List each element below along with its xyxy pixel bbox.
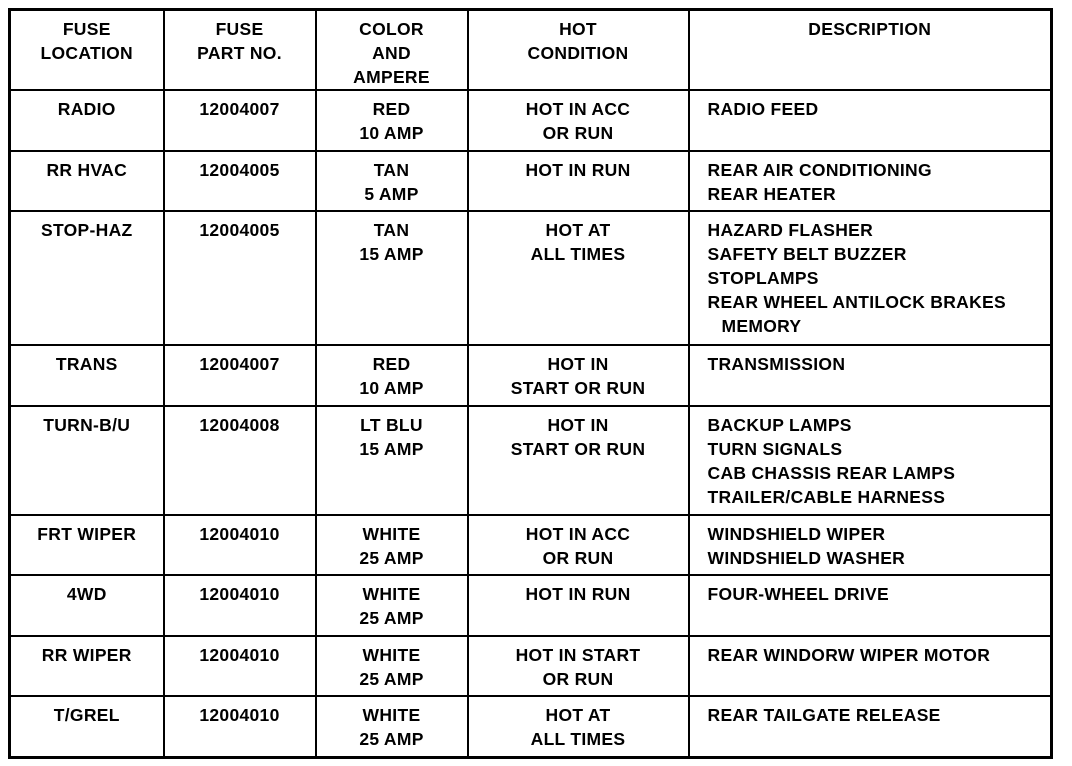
cell-hot-condition: [468, 636, 689, 696]
cell-color-ampere: [316, 406, 468, 515]
cell-color-ampere: [316, 151, 468, 211]
cell-text: HOT IN START: [515, 645, 641, 665]
cell-description: [689, 90, 1052, 151]
cell-description: [689, 345, 1052, 406]
cell-text: HAZARD FLASHER: [707, 220, 874, 240]
cell-color-ampere: [316, 575, 468, 636]
cell-text: TAN: [373, 160, 410, 180]
cell-text: RADIO FEED: [707, 99, 819, 119]
cell-text: STOP-HAZ: [40, 220, 133, 240]
cell-hot-condition: [468, 345, 689, 406]
cell-text: MEMORY: [721, 316, 802, 336]
cell-part-no: [164, 345, 316, 406]
cell-text: CAB CHASSIS REAR LAMPS: [707, 463, 956, 483]
cell-text: WHITE: [362, 705, 421, 725]
cell-text: HOT IN RUN: [525, 584, 631, 604]
cell-color-ampere: [316, 90, 468, 151]
cell-text: REAR HEATER: [707, 184, 836, 204]
cell-text: 25 AMP: [359, 729, 424, 749]
cell-text: HOT AT: [545, 220, 611, 240]
table-row: [10, 696, 1052, 757]
cell-text: START OR RUN: [510, 378, 646, 398]
cell-text: TAN: [373, 220, 410, 240]
cell-text: 10 AMP: [359, 123, 424, 143]
cell-text: TURN-B/U: [43, 415, 131, 435]
cell-text: 4WD: [66, 584, 107, 604]
cell-color-ampere: [316, 515, 468, 575]
cell-text: 12004010: [199, 705, 280, 725]
table-row: [10, 406, 1052, 515]
cell-text: 12004010: [199, 524, 280, 544]
cell-text: RED: [372, 99, 411, 119]
cell-text: WINDSHIELD WASHER: [707, 548, 906, 568]
cell-text: HOT IN ACC: [525, 99, 631, 119]
cell-text: REAR TAILGATE RELEASE: [707, 705, 941, 725]
cell-part-no: [164, 151, 316, 211]
cell-hot-condition: [468, 515, 689, 575]
cell-fuse-location: [10, 406, 164, 515]
cell-part-no: [164, 636, 316, 696]
header-text: COLOR: [359, 19, 424, 39]
header-row: [10, 10, 1052, 91]
cell-text: FRT WIPER: [37, 524, 137, 544]
header-color-ampere: [316, 10, 468, 91]
cell-text: HOT IN ACC: [525, 524, 631, 544]
fuse-table: [8, 8, 1053, 759]
cell-part-no: [164, 211, 316, 345]
cell-hot-condition: [468, 151, 689, 211]
cell-text: RR HVAC: [46, 160, 128, 180]
header-hot-condition: [468, 10, 689, 91]
cell-text: TRAILER/CABLE HARNESS: [707, 487, 946, 507]
cell-fuse-location: [10, 211, 164, 345]
cell-text: HOT IN: [547, 354, 609, 374]
cell-part-no: [164, 575, 316, 636]
cell-description: [689, 406, 1052, 515]
cell-text: RADIO: [57, 99, 116, 119]
table-row: [10, 151, 1052, 211]
cell-fuse-location: [10, 575, 164, 636]
cell-hot-condition: [468, 406, 689, 515]
cell-description: [689, 151, 1052, 211]
cell-description: [689, 696, 1052, 757]
cell-text: REAR AIR CONDITIONING: [707, 160, 932, 180]
cell-text: RR WIPER: [41, 645, 132, 665]
header-fuse-part-no: [164, 10, 316, 91]
cell-description: [689, 515, 1052, 575]
cell-text: 25 AMP: [359, 669, 424, 689]
cell-text: REAR WINDORW WIPER MOTOR: [707, 645, 991, 665]
table-row: [10, 90, 1052, 151]
cell-text: 12004007: [199, 354, 280, 374]
cell-text: SAFETY BELT BUZZER: [707, 244, 907, 264]
table-row: [10, 575, 1052, 636]
cell-text: WHITE: [362, 645, 421, 665]
header-text: PART NO.: [197, 43, 282, 63]
cell-hot-condition: [468, 575, 689, 636]
cell-text: 12004005: [199, 220, 280, 240]
cell-text: HOT AT: [545, 705, 611, 725]
cell-text: RED: [372, 354, 411, 374]
cell-text: HOT IN RUN: [525, 160, 631, 180]
cell-text: WHITE: [362, 524, 421, 544]
cell-hot-condition: [468, 211, 689, 345]
header-text: CONDITION: [527, 43, 629, 63]
cell-text: 25 AMP: [359, 548, 424, 568]
cell-text: OR RUN: [542, 123, 614, 143]
header-fuse-location: [10, 10, 164, 91]
cell-fuse-location: [10, 90, 164, 151]
cell-fuse-location: [10, 151, 164, 211]
header-text: FUSE: [215, 19, 264, 39]
cell-text: T/GREL: [53, 705, 120, 725]
table-row: [10, 636, 1052, 696]
cell-text: OR RUN: [542, 548, 614, 568]
cell-color-ampere: [316, 211, 468, 345]
cell-text: STOPLAMPS: [707, 268, 819, 288]
cell-fuse-location: [10, 515, 164, 575]
cell-text: 12004005: [199, 160, 280, 180]
cell-color-ampere: [316, 696, 468, 757]
cell-text: LT BLU: [360, 415, 423, 435]
cell-text: 12004008: [199, 415, 280, 435]
cell-text: START OR RUN: [510, 439, 646, 459]
cell-fuse-location: [10, 636, 164, 696]
cell-fuse-location: [10, 345, 164, 406]
cell-description: [689, 636, 1052, 696]
header-text: HOT: [559, 19, 597, 39]
header-text: DESCRIPTION: [808, 19, 932, 39]
table-row: [10, 345, 1052, 406]
cell-description: [689, 211, 1052, 345]
header-text: FUSE: [62, 19, 111, 39]
cell-hot-condition: [468, 696, 689, 757]
cell-text: FOUR-WHEEL DRIVE: [707, 584, 889, 604]
cell-text: 12004010: [199, 584, 280, 604]
header-text: LOCATION: [40, 43, 133, 63]
cell-hot-condition: [468, 90, 689, 151]
cell-text: 12004010: [199, 645, 280, 665]
cell-text: TRANS: [55, 354, 118, 374]
header-text: AND: [372, 43, 411, 63]
table-row: [10, 211, 1052, 345]
cell-text: TRANSMISSION: [707, 354, 846, 374]
cell-text: 15 AMP: [359, 439, 424, 459]
cell-text: 12004007: [199, 99, 280, 119]
cell-fuse-location: [10, 696, 164, 757]
cell-text: WINDSHIELD WIPER: [707, 524, 886, 544]
cell-color-ampere: [316, 636, 468, 696]
cell-part-no: [164, 515, 316, 575]
cell-part-no: [164, 90, 316, 151]
cell-color-ampere: [316, 345, 468, 406]
cell-text: 25 AMP: [359, 608, 424, 628]
cell-text: OR RUN: [542, 669, 614, 689]
cell-text: 15 AMP: [359, 244, 424, 264]
cell-text: 10 AMP: [359, 378, 424, 398]
table-row: [10, 515, 1052, 575]
cell-description: [689, 575, 1052, 636]
cell-text: ALL TIMES: [530, 244, 626, 264]
cell-text: HOT IN: [547, 415, 609, 435]
cell-text: WHITE: [362, 584, 421, 604]
cell-text: ALL TIMES: [530, 729, 626, 749]
cell-text: BACKUP LAMPS: [707, 415, 852, 435]
cell-part-no: [164, 406, 316, 515]
cell-part-no: [164, 696, 316, 757]
cell-text: TURN SIGNALS: [707, 439, 843, 459]
header-description: [689, 10, 1052, 91]
header-text: AMPERE: [353, 67, 430, 87]
cell-text: 5 AMP: [364, 184, 419, 204]
cell-text: REAR WHEEL ANTILOCK BRAKES: [707, 292, 1006, 312]
